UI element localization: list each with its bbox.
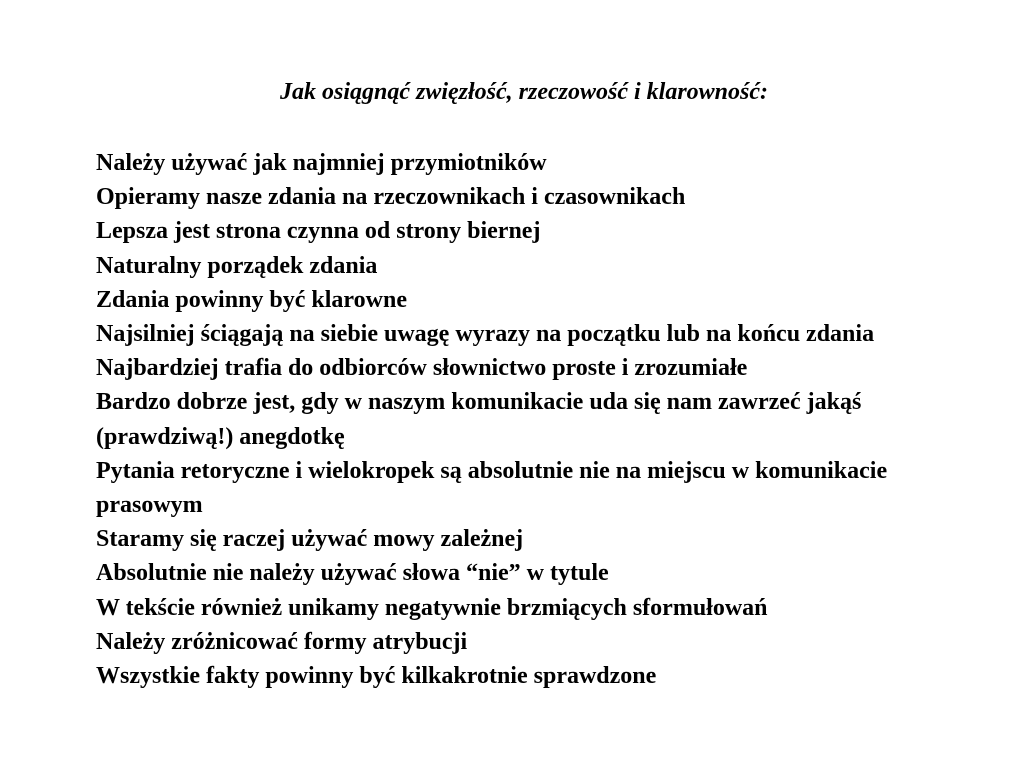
- list-item: Staramy się raczej używać mowy zależnej: [96, 526, 524, 553]
- list-item: Należy używać jak najmniej przymiotników: [96, 150, 547, 176]
- list-item: Zdania powinny być klarowne: [96, 286, 407, 313]
- list-item: Najsilniej ściągają na siebie uwagę wyrazy na początku lub na końcu zdania: [96, 321, 875, 348]
- list-item: Wszystkie fakty powinny być kilkakrotnie sprawdzone: [96, 663, 657, 690]
- list-item: W tekście również unikamy negatywnie brzmiących sformułowań: [96, 594, 768, 621]
- list-item: Naturalny porządek zdania: [96, 252, 378, 279]
- guidelines-list: [96, 146, 956, 693]
- list-item: Pytania retoryczne i wielokropek są absolutnie nie na miejscu w komunikacie prasowym: [96, 457, 888, 519]
- list-item: Opieramy nasze zdania na rzeczownikach i czasownikach: [96, 184, 686, 211]
- list-item: Lepsza jest strona czynna od strony biernej: [96, 218, 541, 245]
- list-item: Najbardziej trafia do odbiorców słownictwo proste i zrozumiałe: [96, 355, 748, 382]
- slide-title: Jak osiągnąć zwięzłość, rzeczowość i klarowność:: [279, 79, 768, 105]
- list-item: Należy zróżnicować formy atrybucji: [96, 628, 468, 655]
- list-item: Bardzo dobrze jest, gdy w naszym komunikacie uda się nam zawrzeć jakąś (prawdziwą!) anegdotkę: [96, 389, 862, 450]
- list-item: Absolutnie nie należy używać słowa “nie” w tytule: [96, 560, 609, 587]
